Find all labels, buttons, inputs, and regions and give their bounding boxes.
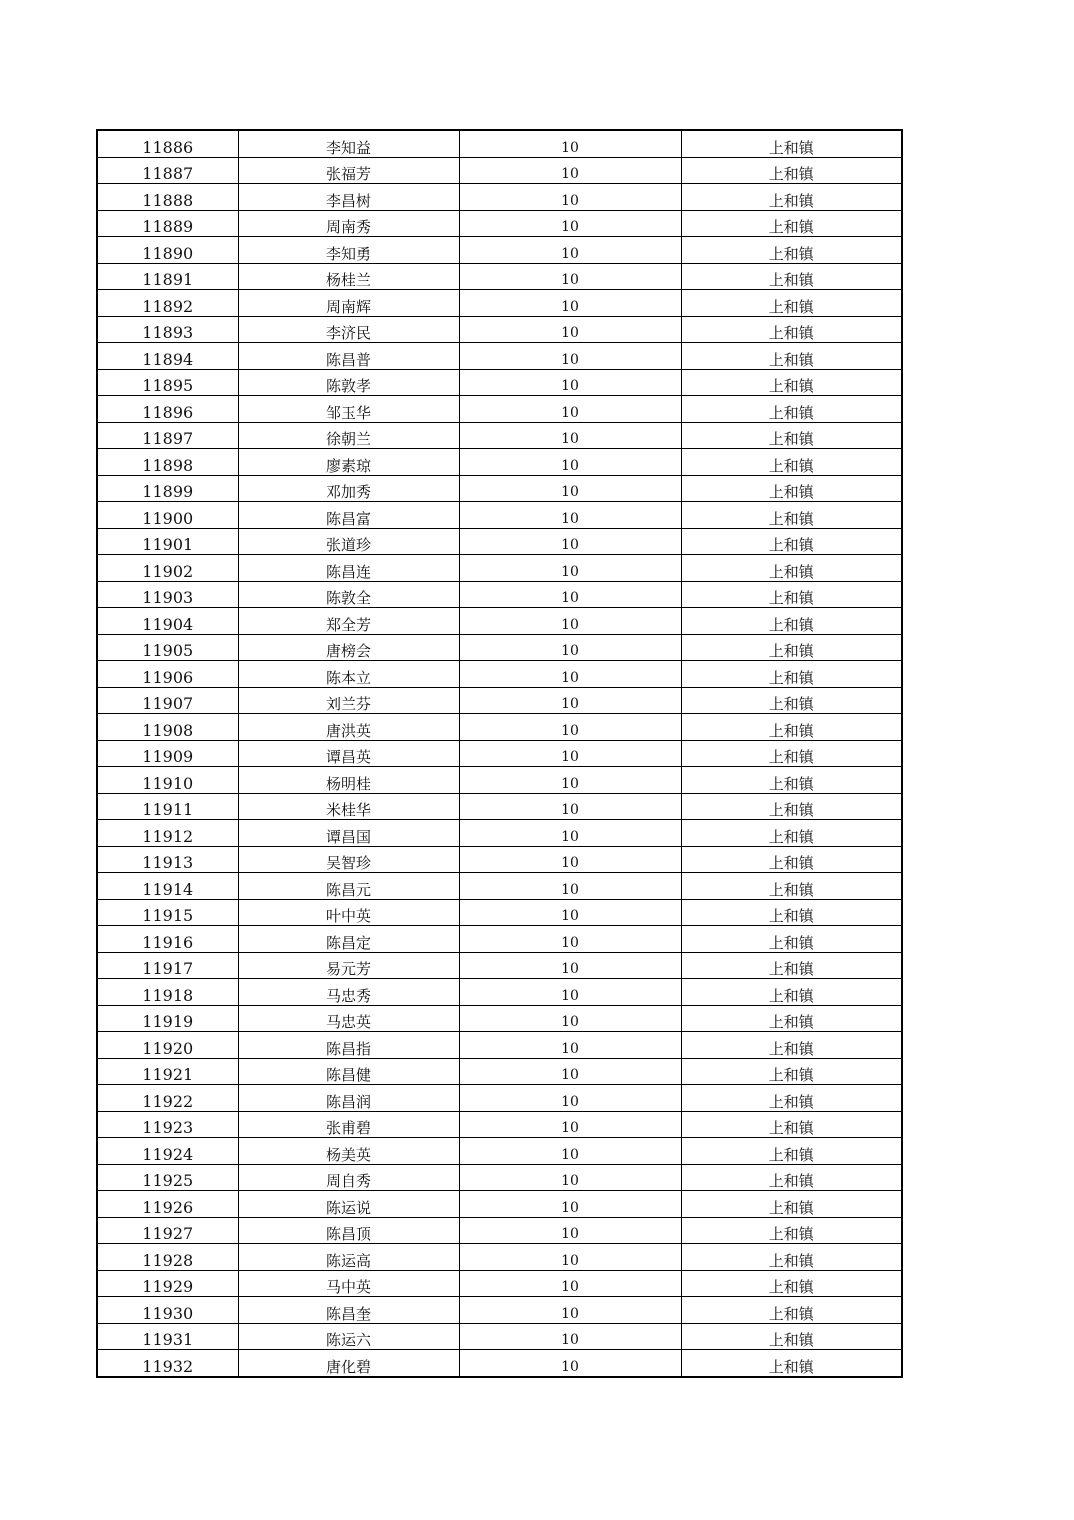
table-row <box>97 1138 902 1165</box>
town-cell: 上和镇 <box>681 740 902 767</box>
name-cell: 易元芳 <box>238 952 459 979</box>
serial-number-cell: 11893 <box>97 316 238 343</box>
serial-number-cell: 11897 <box>97 422 238 449</box>
town-cell: 上和镇 <box>681 369 902 396</box>
amount-cell: 10 <box>459 263 681 290</box>
town-cell: 上和镇 <box>681 952 902 979</box>
serial-number-cell: 11910 <box>97 767 238 794</box>
table-row <box>97 396 902 423</box>
name-cell: 周南秀 <box>238 210 459 237</box>
serial-number-cell: 11914 <box>97 873 238 900</box>
amount-cell: 10 <box>459 1244 681 1271</box>
town-cell: 上和镇 <box>681 1138 902 1165</box>
serial-number-cell: 11926 <box>97 1191 238 1218</box>
name-cell: 陈运说 <box>238 1191 459 1218</box>
name-cell: 陈敦全 <box>238 581 459 608</box>
table-row <box>97 1350 902 1377</box>
table-row <box>97 581 902 608</box>
town-cell: 上和镇 <box>681 820 902 847</box>
serial-number-cell: 11899 <box>97 475 238 502</box>
serial-number-cell: 11917 <box>97 952 238 979</box>
table-row <box>97 1191 902 1218</box>
table-row <box>97 1005 902 1032</box>
town-cell: 上和镇 <box>681 449 902 476</box>
serial-number-cell: 11918 <box>97 979 238 1006</box>
amount-cell: 10 <box>459 873 681 900</box>
name-cell: 邓加秀 <box>238 475 459 502</box>
amount-cell: 10 <box>459 926 681 953</box>
town-cell: 上和镇 <box>681 899 902 926</box>
name-cell: 陈昌润 <box>238 1085 459 1112</box>
town-cell: 上和镇 <box>681 1297 902 1324</box>
table-row <box>97 1217 902 1244</box>
serial-number-cell: 11907 <box>97 687 238 714</box>
serial-number-cell: 11922 <box>97 1085 238 1112</box>
name-cell: 马中英 <box>238 1270 459 1297</box>
table-row <box>97 555 902 582</box>
table-row <box>97 1032 902 1059</box>
amount-cell: 10 <box>459 1191 681 1218</box>
town-cell: 上和镇 <box>681 316 902 343</box>
amount-cell: 10 <box>459 343 681 370</box>
table-row <box>97 528 902 555</box>
table-row <box>97 210 902 237</box>
name-cell: 徐朝兰 <box>238 422 459 449</box>
table-row <box>97 316 902 343</box>
amount-cell: 10 <box>459 1032 681 1059</box>
amount-cell: 10 <box>459 608 681 635</box>
name-cell: 陈运高 <box>238 1244 459 1271</box>
town-cell: 上和镇 <box>681 343 902 370</box>
amount-cell: 10 <box>459 130 681 157</box>
town-cell: 上和镇 <box>681 422 902 449</box>
name-cell: 陈昌健 <box>238 1058 459 1085</box>
table-row <box>97 449 902 476</box>
town-cell: 上和镇 <box>681 502 902 529</box>
serial-number-cell: 11903 <box>97 581 238 608</box>
table-row <box>97 687 902 714</box>
amount-cell: 10 <box>459 820 681 847</box>
town-cell: 上和镇 <box>681 1032 902 1059</box>
name-cell: 陈本立 <box>238 661 459 688</box>
amount-cell: 10 <box>459 157 681 184</box>
serial-number-cell: 11890 <box>97 237 238 264</box>
name-cell: 唐洪英 <box>238 714 459 741</box>
table-row <box>97 1297 902 1324</box>
town-cell: 上和镇 <box>681 263 902 290</box>
town-cell: 上和镇 <box>681 1164 902 1191</box>
amount-cell: 10 <box>459 740 681 767</box>
serial-number-cell: 11891 <box>97 263 238 290</box>
table-body <box>97 130 902 1377</box>
serial-number-cell: 11887 <box>97 157 238 184</box>
table-row <box>97 899 902 926</box>
name-cell: 郑全芳 <box>238 608 459 635</box>
name-cell: 张甫碧 <box>238 1111 459 1138</box>
serial-number-cell: 11920 <box>97 1032 238 1059</box>
table-row <box>97 979 902 1006</box>
table-row <box>97 820 902 847</box>
name-cell: 李济民 <box>238 316 459 343</box>
amount-cell: 10 <box>459 1164 681 1191</box>
table-row <box>97 157 902 184</box>
town-cell: 上和镇 <box>681 1111 902 1138</box>
amount-cell: 10 <box>459 210 681 237</box>
town-cell: 上和镇 <box>681 767 902 794</box>
serial-number-cell: 11909 <box>97 740 238 767</box>
serial-number-cell: 11921 <box>97 1058 238 1085</box>
serial-number-cell: 11905 <box>97 634 238 661</box>
town-cell: 上和镇 <box>681 130 902 157</box>
town-cell: 上和镇 <box>681 237 902 264</box>
serial-number-cell: 11925 <box>97 1164 238 1191</box>
serial-number-cell: 11908 <box>97 714 238 741</box>
town-cell: 上和镇 <box>681 926 902 953</box>
town-cell: 上和镇 <box>681 661 902 688</box>
amount-cell: 10 <box>459 290 681 317</box>
table-row <box>97 1058 902 1085</box>
amount-cell: 10 <box>459 581 681 608</box>
amount-cell: 10 <box>459 1005 681 1032</box>
town-cell: 上和镇 <box>681 528 902 555</box>
name-cell: 唐化碧 <box>238 1350 459 1377</box>
serial-number-cell: 11924 <box>97 1138 238 1165</box>
amount-cell: 10 <box>459 1085 681 1112</box>
name-cell: 张道珍 <box>238 528 459 555</box>
serial-number-cell: 11930 <box>97 1297 238 1324</box>
amount-cell: 10 <box>459 237 681 264</box>
name-cell: 杨明桂 <box>238 767 459 794</box>
amount-cell: 10 <box>459 714 681 741</box>
table-row <box>97 1111 902 1138</box>
serial-number-cell: 11900 <box>97 502 238 529</box>
name-cell: 杨美英 <box>238 1138 459 1165</box>
amount-cell: 10 <box>459 475 681 502</box>
table-row <box>97 1085 902 1112</box>
name-cell: 谭昌国 <box>238 820 459 847</box>
table-row <box>97 846 902 873</box>
amount-cell: 10 <box>459 793 681 820</box>
serial-number-cell: 11906 <box>97 661 238 688</box>
table-row <box>97 634 902 661</box>
amount-cell: 10 <box>459 899 681 926</box>
table-row <box>97 608 902 635</box>
table-row <box>97 130 902 157</box>
amount-cell: 10 <box>459 1297 681 1324</box>
table-row <box>97 767 902 794</box>
serial-number-cell: 11932 <box>97 1350 238 1377</box>
name-cell: 陈运六 <box>238 1323 459 1350</box>
name-cell: 陈昌定 <box>238 926 459 953</box>
town-cell: 上和镇 <box>681 1058 902 1085</box>
name-cell: 周自秀 <box>238 1164 459 1191</box>
amount-cell: 10 <box>459 1058 681 1085</box>
town-cell: 上和镇 <box>681 1005 902 1032</box>
name-cell: 马忠秀 <box>238 979 459 1006</box>
town-cell: 上和镇 <box>681 1217 902 1244</box>
name-cell: 陈昌奎 <box>238 1297 459 1324</box>
table-row <box>97 263 902 290</box>
name-cell: 谭昌英 <box>238 740 459 767</box>
table-row <box>97 952 902 979</box>
serial-number-cell: 11931 <box>97 1323 238 1350</box>
table-row <box>97 661 902 688</box>
amount-cell: 10 <box>459 528 681 555</box>
town-cell: 上和镇 <box>681 634 902 661</box>
serial-number-cell: 11901 <box>97 528 238 555</box>
amount-cell: 10 <box>459 449 681 476</box>
table-row <box>97 422 902 449</box>
amount-cell: 10 <box>459 422 681 449</box>
name-cell: 李知益 <box>238 130 459 157</box>
serial-number-cell: 11916 <box>97 926 238 953</box>
amount-cell: 10 <box>459 1350 681 1377</box>
town-cell: 上和镇 <box>681 873 902 900</box>
table-row <box>97 1270 902 1297</box>
name-cell: 李昌树 <box>238 184 459 211</box>
amount-cell: 10 <box>459 184 681 211</box>
table-row <box>97 873 902 900</box>
name-cell: 邹玉华 <box>238 396 459 423</box>
name-cell: 吴智珍 <box>238 846 459 873</box>
name-cell: 刘兰芬 <box>238 687 459 714</box>
name-cell: 马忠英 <box>238 1005 459 1032</box>
name-cell: 李知勇 <box>238 237 459 264</box>
serial-number-cell: 11915 <box>97 899 238 926</box>
town-cell: 上和镇 <box>681 714 902 741</box>
serial-number-cell: 11929 <box>97 1270 238 1297</box>
table-row <box>97 343 902 370</box>
town-cell: 上和镇 <box>681 396 902 423</box>
amount-cell: 10 <box>459 369 681 396</box>
name-cell: 陈昌普 <box>238 343 459 370</box>
amount-cell: 10 <box>459 687 681 714</box>
town-cell: 上和镇 <box>681 1191 902 1218</box>
serial-number-cell: 11895 <box>97 369 238 396</box>
serial-number-cell: 11923 <box>97 1111 238 1138</box>
town-cell: 上和镇 <box>681 846 902 873</box>
amount-cell: 10 <box>459 1323 681 1350</box>
name-cell: 陈昌富 <box>238 502 459 529</box>
amount-cell: 10 <box>459 661 681 688</box>
name-cell: 米桂华 <box>238 793 459 820</box>
amount-cell: 10 <box>459 316 681 343</box>
serial-number-cell: 11896 <box>97 396 238 423</box>
town-cell: 上和镇 <box>681 1085 902 1112</box>
serial-number-cell: 11894 <box>97 343 238 370</box>
amount-cell: 10 <box>459 634 681 661</box>
town-cell: 上和镇 <box>681 555 902 582</box>
table-row <box>97 369 902 396</box>
town-cell: 上和镇 <box>681 1350 902 1377</box>
amount-cell: 10 <box>459 555 681 582</box>
table-row <box>97 237 902 264</box>
table-row <box>97 740 902 767</box>
name-cell: 陈敦孝 <box>238 369 459 396</box>
table-row <box>97 1164 902 1191</box>
amount-cell: 10 <box>459 1270 681 1297</box>
name-cell: 廖素琼 <box>238 449 459 476</box>
amount-cell: 10 <box>459 952 681 979</box>
name-cell: 陈昌指 <box>238 1032 459 1059</box>
town-cell: 上和镇 <box>681 475 902 502</box>
amount-cell: 10 <box>459 1111 681 1138</box>
town-cell: 上和镇 <box>681 184 902 211</box>
name-cell: 张福芳 <box>238 157 459 184</box>
town-cell: 上和镇 <box>681 1270 902 1297</box>
serial-number-cell: 11889 <box>97 210 238 237</box>
table-row <box>97 793 902 820</box>
serial-number-cell: 11911 <box>97 793 238 820</box>
name-cell: 陈昌连 <box>238 555 459 582</box>
serial-number-cell: 11902 <box>97 555 238 582</box>
town-cell: 上和镇 <box>681 210 902 237</box>
town-cell: 上和镇 <box>681 1323 902 1350</box>
amount-cell: 10 <box>459 846 681 873</box>
serial-number-cell: 11927 <box>97 1217 238 1244</box>
serial-number-cell: 11919 <box>97 1005 238 1032</box>
serial-number-cell: 11898 <box>97 449 238 476</box>
table-row <box>97 1323 902 1350</box>
serial-number-cell: 11913 <box>97 846 238 873</box>
amount-cell: 10 <box>459 1217 681 1244</box>
name-cell: 陈昌顶 <box>238 1217 459 1244</box>
table-row <box>97 184 902 211</box>
serial-number-cell: 11892 <box>97 290 238 317</box>
name-cell: 周南辉 <box>238 290 459 317</box>
name-cell: 唐榜会 <box>238 634 459 661</box>
serial-number-cell: 11928 <box>97 1244 238 1271</box>
town-cell: 上和镇 <box>681 608 902 635</box>
serial-number-cell: 11888 <box>97 184 238 211</box>
town-cell: 上和镇 <box>681 793 902 820</box>
town-cell: 上和镇 <box>681 979 902 1006</box>
table-row <box>97 714 902 741</box>
table-row <box>97 502 902 529</box>
recipient-table <box>96 129 903 1378</box>
serial-number-cell: 11912 <box>97 820 238 847</box>
table-row <box>97 926 902 953</box>
serial-number-cell: 11886 <box>97 130 238 157</box>
town-cell: 上和镇 <box>681 157 902 184</box>
serial-number-cell: 11904 <box>97 608 238 635</box>
amount-cell: 10 <box>459 396 681 423</box>
amount-cell: 10 <box>459 502 681 529</box>
amount-cell: 10 <box>459 979 681 1006</box>
town-cell: 上和镇 <box>681 687 902 714</box>
town-cell: 上和镇 <box>681 1244 902 1271</box>
town-cell: 上和镇 <box>681 290 902 317</box>
name-cell: 陈昌元 <box>238 873 459 900</box>
table-row <box>97 475 902 502</box>
amount-cell: 10 <box>459 1138 681 1165</box>
town-cell: 上和镇 <box>681 581 902 608</box>
name-cell: 杨桂兰 <box>238 263 459 290</box>
table-row <box>97 1244 902 1271</box>
table-row <box>97 290 902 317</box>
name-cell: 叶中英 <box>238 899 459 926</box>
amount-cell: 10 <box>459 767 681 794</box>
